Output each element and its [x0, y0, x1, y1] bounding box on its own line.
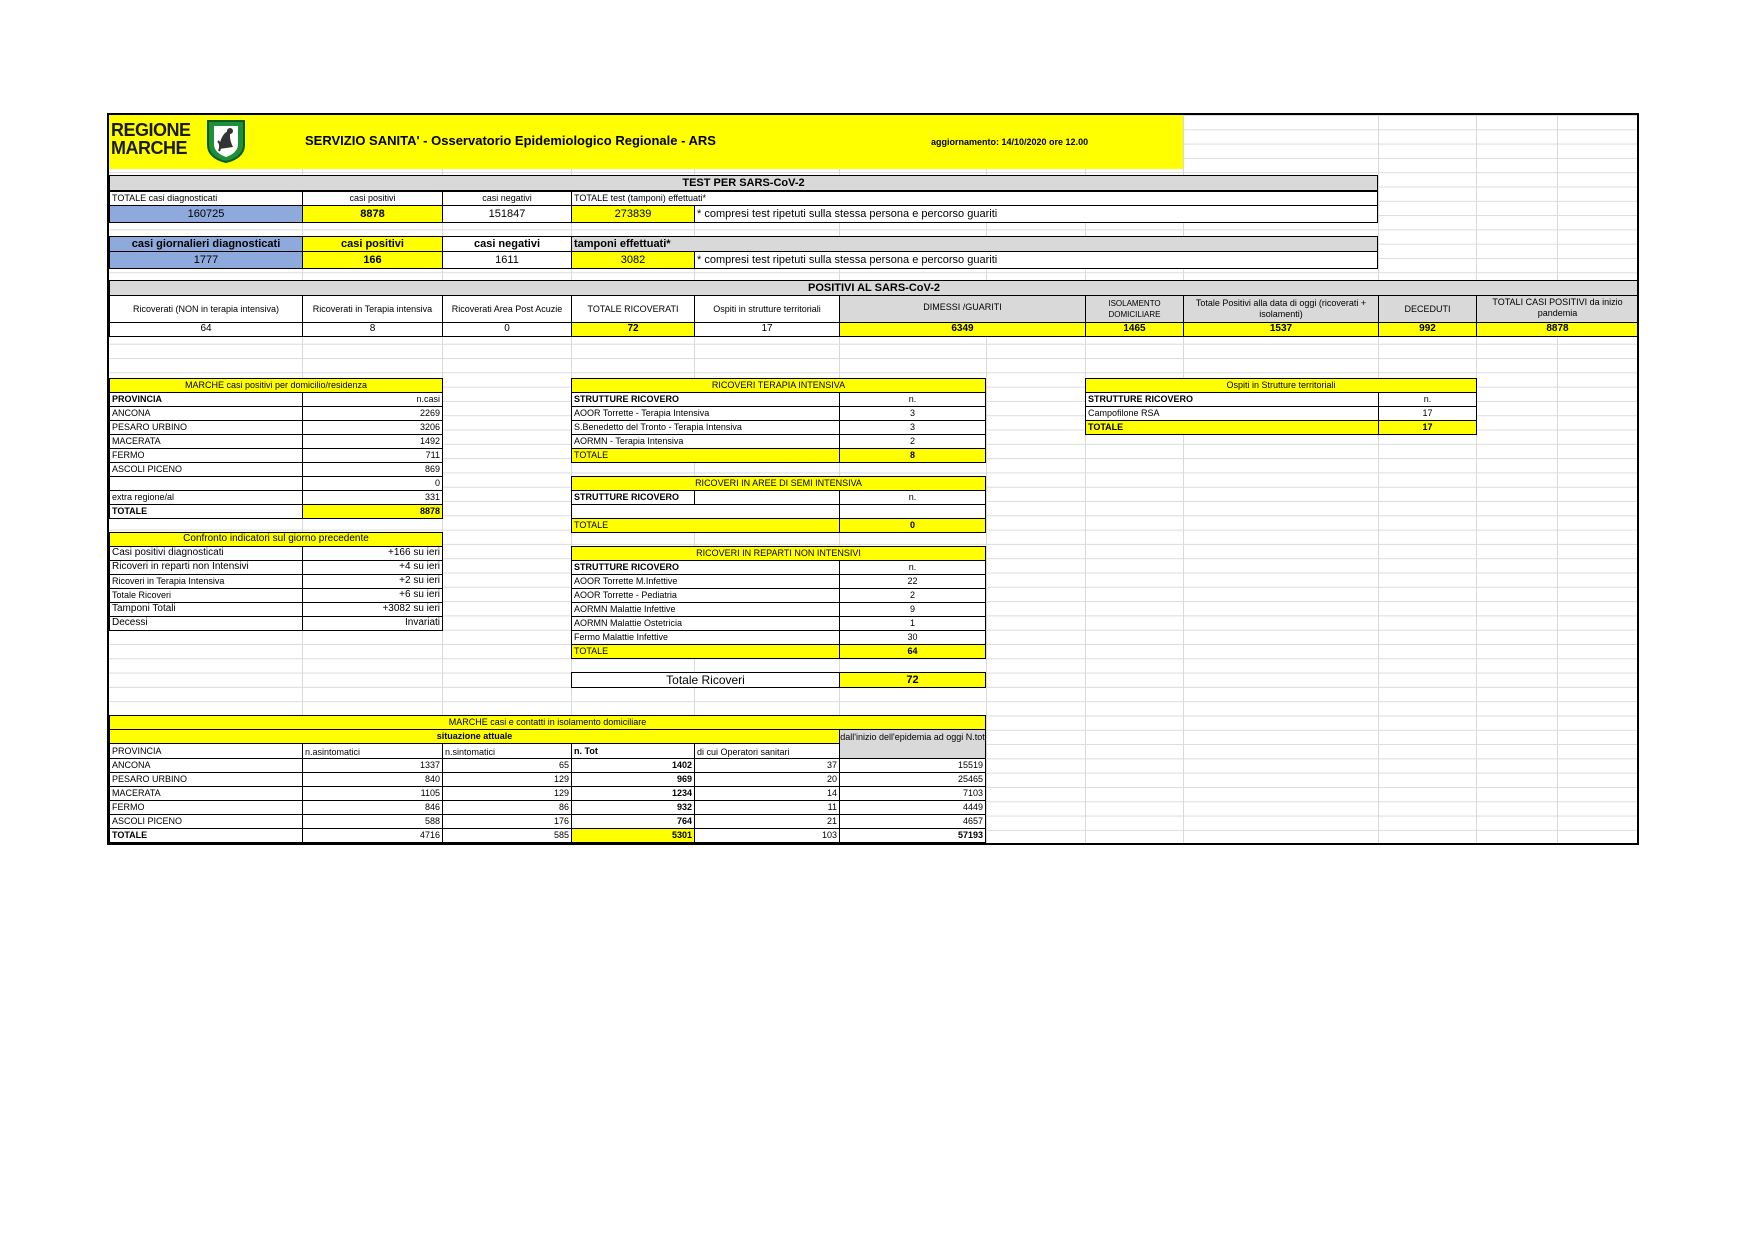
ti-structure: AORMN - Terapia Intensiva [571, 434, 840, 449]
pos-header-5: DIMESSI /GUARITI [923, 302, 1002, 312]
province-header-name: PROVINCIA [109, 392, 303, 407]
iso-health-workers: 21 [694, 814, 840, 829]
ti-count: 3 [839, 406, 986, 421]
province-count: 1492 [302, 434, 443, 449]
pos-header-cell [109, 295, 303, 323]
province-name [109, 476, 303, 491]
province-header-count: n.casi [302, 392, 443, 407]
daily-value-positive: 166 [302, 251, 443, 269]
iso-total: 1234 [571, 786, 695, 801]
marche-shield-icon [205, 119, 247, 163]
confronto-delta: +6 su ieri [302, 588, 443, 603]
non-int-header-count: n. [839, 560, 986, 575]
confronto-indicator: Casi positivi diagnosticati [109, 546, 303, 561]
pos-header-3: TOTALE RICOVERATI [587, 304, 679, 314]
non-int-structure: AOOR Torrette M.Infettive [571, 574, 840, 589]
pos-header-0: Ricoverati (NON in terapia intensiva) [132, 304, 280, 314]
non-int-count: 9 [839, 602, 986, 617]
test-header-tests: TOTALE test (tamponi) effettuati* [571, 191, 1378, 206]
iso-symptomatic-total: 585 [442, 828, 572, 843]
ospiti-header-structure: STRUTTURE RICOVERO [1085, 392, 1379, 407]
iso-symptomatic: 86 [442, 800, 572, 815]
test-value-positive: 8878 [302, 205, 443, 223]
iso-health-workers: 11 [694, 800, 840, 815]
daily-header-tests: tamponi effettuati* [571, 236, 1378, 252]
iso-province: ASCOLI PICENO [109, 814, 303, 829]
pos-header-cell [302, 295, 443, 323]
test-note: * compresi test ripetuti sulla stessa persona e percorso guariti [694, 205, 1378, 223]
semi-header-count: n. [839, 490, 986, 505]
confronto-delta: +4 su ieri [302, 560, 443, 575]
province-count: 3206 [302, 420, 443, 435]
non-int-title: RICOVERI IN REPARTI NON INTENSIVI [571, 546, 986, 561]
iso-province: PESARO URBINO [109, 772, 303, 787]
ospiti-header-count: n. [1378, 392, 1477, 407]
confronto-indicator: Ricoveri in reparti non Intensivi [109, 560, 303, 575]
pos-value-2: 0 [442, 322, 572, 337]
confronto-delta: +166 su ieri [302, 546, 443, 561]
semi-blank-count [839, 504, 986, 519]
logo-line1: REGIONE [111, 120, 191, 140]
ospiti-title: Ospiti in Strutture territoriali [1085, 378, 1477, 393]
iso-header-province: PROVINCIA [109, 743, 303, 759]
semi-blank-row [571, 504, 840, 519]
pos-value-5: 6349 [839, 322, 1086, 337]
isolamento-epi-header: dall'inizio dell'epidemia ad oggi N.tot [840, 732, 985, 742]
iso-total: 932 [571, 800, 695, 815]
iso-cumulative: 25465 [839, 772, 986, 787]
iso-cumulative-total: 57193 [839, 828, 986, 843]
ti-header-count: n. [839, 392, 986, 407]
non-int-count: 1 [839, 616, 986, 631]
ti-header-structure: STRUTTURE RICOVERO [571, 392, 840, 407]
pos-value-4: 17 [694, 322, 840, 337]
semi-total-value: 0 [839, 518, 986, 533]
non-int-structure: Fermo Malattie Infettive [571, 630, 840, 645]
isolamento-subtitle: situazione attuale [109, 729, 840, 744]
non-int-total-label: TOTALE [571, 644, 840, 659]
province-name: PESARO URBINO [109, 420, 303, 435]
iso-health-workers: 37 [694, 758, 840, 773]
confronto-indicator: Tamponi Totali [109, 602, 303, 617]
iso-symptomatic: 65 [442, 758, 572, 773]
pos-header-cell [1476, 295, 1639, 323]
daily-value-total: 1777 [109, 251, 303, 269]
pos-value-7: 1537 [1183, 322, 1379, 337]
isolamento-title: MARCHE casi e contatti in isolamento domiciliare [109, 715, 986, 730]
test-header-total: TOTALE casi diagnosticati [109, 191, 303, 206]
totale-ricoveri-label: Totale Ricoveri [571, 672, 840, 688]
ospiti-count: 17 [1378, 406, 1477, 421]
iso-header-health-workers: di cui Operatori sanitari [694, 743, 840, 759]
pos-header-cell [839, 295, 1086, 323]
pos-header-4: Ospiti in strutture territoriali [713, 304, 821, 314]
province-name: FERMO [109, 448, 303, 463]
ti-count: 3 [839, 420, 986, 435]
province-name: ANCONA [109, 406, 303, 421]
test-header-positive: casi positivi [302, 191, 443, 206]
province-table-title: MARCHE casi positivi per domicilio/residenza [109, 378, 443, 393]
iso-health-workers-total: 103 [694, 828, 840, 843]
iso-cumulative: 7103 [839, 786, 986, 801]
iso-total-total: 5301 [571, 828, 695, 843]
totale-ricoveri-value: 72 [839, 672, 986, 688]
daily-header-positive: casi positivi [302, 236, 443, 252]
pos-value-0: 64 [109, 322, 303, 337]
ti-structure: S.Benedetto del Tronto - Terapia Intensiva [571, 420, 840, 435]
iso-symptomatic: 129 [442, 786, 572, 801]
iso-province: MACERATA [109, 786, 303, 801]
pos-value-1: 8 [302, 322, 443, 337]
test-value-tests: 273839 [571, 205, 695, 223]
iso-province: FERMO [109, 800, 303, 815]
pos-value-8: 992 [1378, 322, 1477, 337]
non-int-structure: AOOR Torrette - Pediatria [571, 588, 840, 603]
iso-symptomatic: 176 [442, 814, 572, 829]
iso-cumulative: 4657 [839, 814, 986, 829]
ti-structure: AOOR Torrette - Terapia Intensiva [571, 406, 840, 421]
province-count: 2269 [302, 406, 443, 421]
province-count: 331 [302, 490, 443, 505]
pos-header-cell [1183, 295, 1379, 323]
iso-asymptomatic-total: 4716 [302, 828, 443, 843]
ti-title: RICOVERI TERAPIA INTENSIVA [571, 378, 986, 393]
ti-count: 2 [839, 434, 986, 449]
pos-header-6: ISOLAMENTO DOMICILIARE [1108, 299, 1161, 319]
semi-total-label: TOTALE [571, 518, 840, 533]
non-int-total-value: 64 [839, 644, 986, 659]
semi-title: RICOVERI IN AREE DI SEMI INTENSIVA [571, 476, 986, 491]
iso-health-workers: 14 [694, 786, 840, 801]
non-int-count: 2 [839, 588, 986, 603]
iso-total: 764 [571, 814, 695, 829]
province-total-label: TOTALE [109, 504, 303, 519]
pos-header-2: Ricoverati Area Post Acuzie [451, 304, 563, 314]
logo-line2: MARCHE [111, 138, 187, 158]
spreadsheet [107, 113, 1639, 845]
iso-cumulative: 4449 [839, 800, 986, 815]
regione-marche-logo [111, 119, 249, 165]
daily-header-negative: casi negativi [442, 236, 572, 252]
confronto-delta: +2 su ieri [302, 574, 443, 589]
iso-asymptomatic: 846 [302, 800, 443, 815]
semi-header-structure: STRUTTURE RICOVERO [571, 490, 695, 505]
update-timestamp: aggiornamento: 14/10/2020 ore 12.00 [931, 137, 1089, 147]
iso-province-total: TOTALE [109, 828, 303, 843]
iso-symptomatic: 129 [442, 772, 572, 787]
pos-header-7: Totale Positivi alla data di oggi (ricoverati + isolamenti) [1195, 298, 1367, 319]
daily-header-total: casi giornalieri diagnosticati [109, 236, 303, 252]
test-value-negative: 151847 [442, 205, 572, 223]
iso-header-asymptomatic: n.asintomatici [302, 743, 443, 759]
pos-header-cell [1378, 295, 1477, 323]
iso-total: 1402 [571, 758, 695, 773]
daily-note: * compresi test ripetuti sulla stessa persona e percorso guariti [694, 251, 1378, 269]
pos-header-cell [694, 295, 840, 323]
test-header-negative: casi negativi [442, 191, 572, 206]
iso-header-total: n. Tot [571, 743, 695, 759]
province-count: 711 [302, 448, 443, 463]
daily-value-tests: 3082 [571, 251, 695, 269]
pos-header-cell [571, 295, 695, 323]
test-section-title: TEST PER SARS-CoV-2 [109, 175, 1378, 191]
iso-asymptomatic: 588 [302, 814, 443, 829]
iso-asymptomatic: 1337 [302, 758, 443, 773]
iso-asymptomatic: 840 [302, 772, 443, 787]
non-int-structure: AORMN Malattie Infettive [571, 602, 840, 617]
ospiti-total-value: 17 [1378, 420, 1477, 435]
daily-value-negative: 1611 [442, 251, 572, 269]
confronto-indicator: Decessi [109, 616, 303, 631]
confronto-delta: Invariati [302, 616, 443, 631]
confronto-title: Confronto indicatori sul giorno precedente [109, 532, 443, 547]
iso-province: ANCONA [109, 758, 303, 773]
semi-header-blank [694, 490, 840, 505]
province-name: extra regione/al [109, 490, 303, 505]
province-name: ASCOLI PICENO [109, 462, 303, 477]
ti-total-value: 8 [839, 448, 986, 463]
non-int-count: 30 [839, 630, 986, 645]
confronto-indicator: Ricoveri in Terapia Intensiva [109, 574, 303, 589]
positivi-section-title: POSITIVI AL SARS-CoV-2 [109, 280, 1639, 296]
province-count: 0 [302, 476, 443, 491]
pos-header-1: Ricoverati in Terapia intensiva [312, 304, 433, 314]
province-count: 869 [302, 462, 443, 477]
confronto-indicator: Totale Ricoveri [109, 588, 303, 603]
isolamento-epi-header-cell [839, 729, 986, 759]
non-int-header-structure: STRUTTURE RICOVERO [571, 560, 840, 575]
pos-value-9: 8878 [1476, 322, 1639, 337]
pos-value-6: 1465 [1085, 322, 1184, 337]
pos-header-8: DECEDUTI [1404, 304, 1451, 314]
ospiti-total-label: TOTALE [1085, 420, 1379, 435]
province-total-value: 8878 [302, 504, 443, 519]
pos-header-9: TOTALI CASI POSITIVI da inizio pandemia [1492, 297, 1623, 318]
iso-health-workers: 20 [694, 772, 840, 787]
confronto-delta: +3082 su ieri [302, 602, 443, 617]
iso-total: 969 [571, 772, 695, 787]
ti-total-label: TOTALE [571, 448, 840, 463]
province-name: MACERATA [109, 434, 303, 449]
pos-header-cell [1085, 295, 1184, 323]
iso-asymptomatic: 1105 [302, 786, 443, 801]
non-int-structure: AORMN Malattie Ostetricia [571, 616, 840, 631]
report-title: SERVIZIO SANITA' - Osservatorio Epidemiologico Regionale - ARS [305, 133, 716, 148]
non-int-count: 22 [839, 574, 986, 589]
ospiti-structure: Campofilone RSA [1085, 406, 1379, 421]
iso-header-symptomatic: n.sintomatici [442, 743, 572, 759]
test-value-total: 160725 [109, 205, 303, 223]
pos-value-3: 72 [571, 322, 695, 337]
pos-header-cell [442, 295, 572, 323]
iso-cumulative: 15519 [839, 758, 986, 773]
